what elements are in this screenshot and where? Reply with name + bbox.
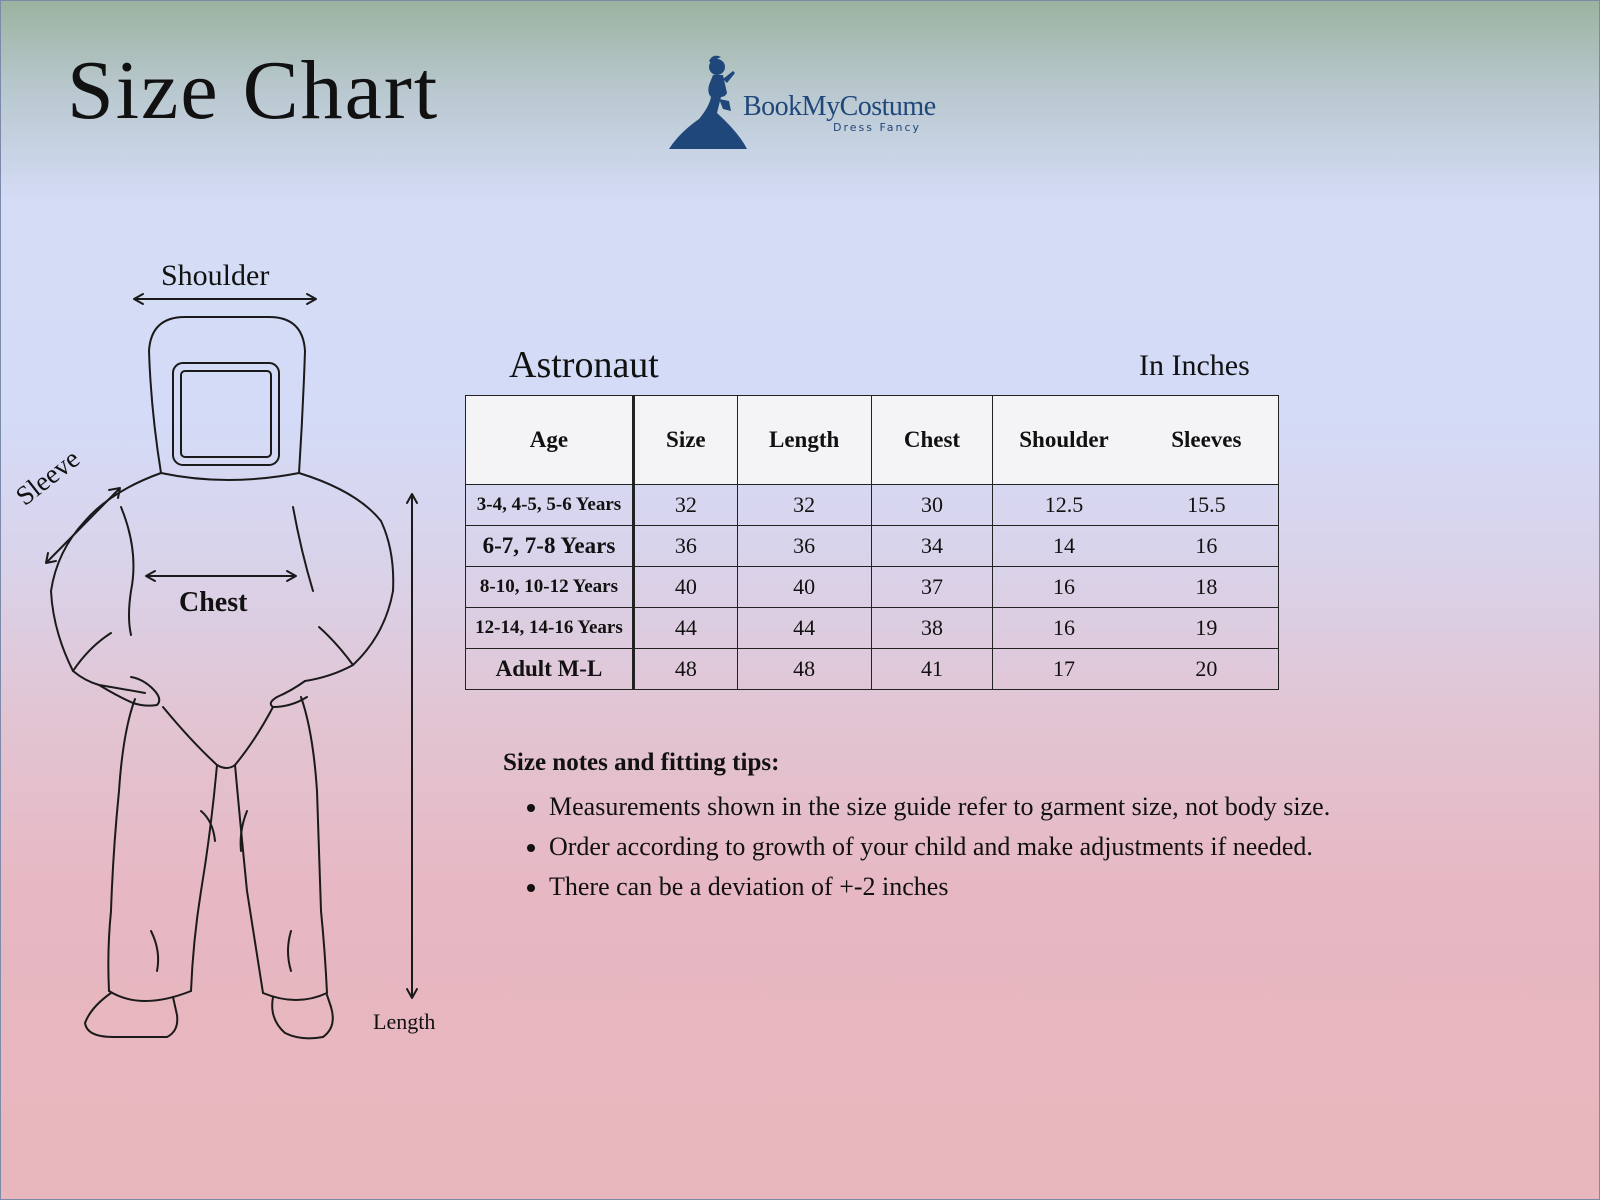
chest-label: Chest <box>179 587 248 618</box>
length-label: Length <box>373 1009 436 1034</box>
cell-age: 12-14, 14-16 Years <box>466 608 634 649</box>
cell-age: 6-7, 7-8 Years <box>466 526 634 567</box>
astronaut-figure <box>1 251 461 1071</box>
cell-age: 8-10, 10-12 Years <box>466 567 634 608</box>
header-size: Size <box>633 396 737 485</box>
sleeve-label: Sleeve <box>9 443 86 512</box>
cell-sleeves: 18 <box>1135 567 1279 608</box>
cell-sleeves: 19 <box>1135 608 1279 649</box>
cell-length: 48 <box>737 649 871 690</box>
table-row <box>466 608 1279 649</box>
page-title: Size Chart <box>67 44 440 137</box>
cell-shoulder: 12.5 <box>993 485 1135 526</box>
cell-age: 3-4, 4-5, 5-6 Years <box>466 485 634 526</box>
header-chest: Chest <box>871 396 993 485</box>
cell-shoulder: 16 <box>993 567 1135 608</box>
cell-sleeves: 16 <box>1135 526 1279 567</box>
cell-shoulder: 17 <box>993 649 1135 690</box>
table-unit: In Inches <box>1139 349 1250 382</box>
cell-size: 36 <box>633 526 737 567</box>
table-row <box>466 485 1279 526</box>
cell-chest: 37 <box>871 567 993 608</box>
list-item: • There can be a deviation of +-2 inches <box>549 867 1503 907</box>
cell-sleeves: 15.5 <box>1135 485 1279 526</box>
shoulder-label: Shoulder <box>161 259 270 292</box>
cell-chest: 38 <box>871 608 993 649</box>
cell-shoulder: 14 <box>993 526 1135 567</box>
cell-length: 40 <box>737 567 871 608</box>
header-shoulder: Shoulder <box>993 396 1135 485</box>
notes-list <box>503 787 1503 907</box>
header-length: Length <box>737 396 871 485</box>
cell-length: 44 <box>737 608 871 649</box>
cell-size: 44 <box>633 608 737 649</box>
size-table <box>465 395 1279 690</box>
list-item: • Order according to growth of your child and make adjustments if needed. <box>549 827 1503 867</box>
cell-chest: 41 <box>871 649 993 690</box>
header-age: Age <box>466 396 634 485</box>
cell-chest: 30 <box>871 485 993 526</box>
cell-length: 36 <box>737 526 871 567</box>
list-item: • Measurements shown in the size guide refer to garment size, not body size. <box>549 787 1503 827</box>
header-sleeves: Sleeves <box>1135 396 1279 485</box>
table-row <box>466 526 1279 567</box>
fitting-notes <box>503 749 1503 907</box>
cell-shoulder: 16 <box>993 608 1135 649</box>
brand-tagline: Dress Fancy <box>833 121 922 134</box>
cell-length: 32 <box>737 485 871 526</box>
astronaut-suit-outline-icon <box>1 251 461 1071</box>
cell-chest: 34 <box>871 526 993 567</box>
cell-age: Adult M-L <box>466 649 634 690</box>
cell-sleeves: 20 <box>1135 649 1279 690</box>
table-row <box>466 649 1279 690</box>
table-title: Astronaut <box>509 344 659 386</box>
table-header-row <box>466 396 1279 485</box>
cell-size: 32 <box>633 485 737 526</box>
brand-name: BookMyCostume <box>743 91 936 122</box>
cell-size: 40 <box>633 567 737 608</box>
notes-heading: Size notes and fitting tips: <box>503 749 780 776</box>
cell-size: 48 <box>633 649 737 690</box>
brand-logo <box>669 53 949 153</box>
table-row <box>466 567 1279 608</box>
